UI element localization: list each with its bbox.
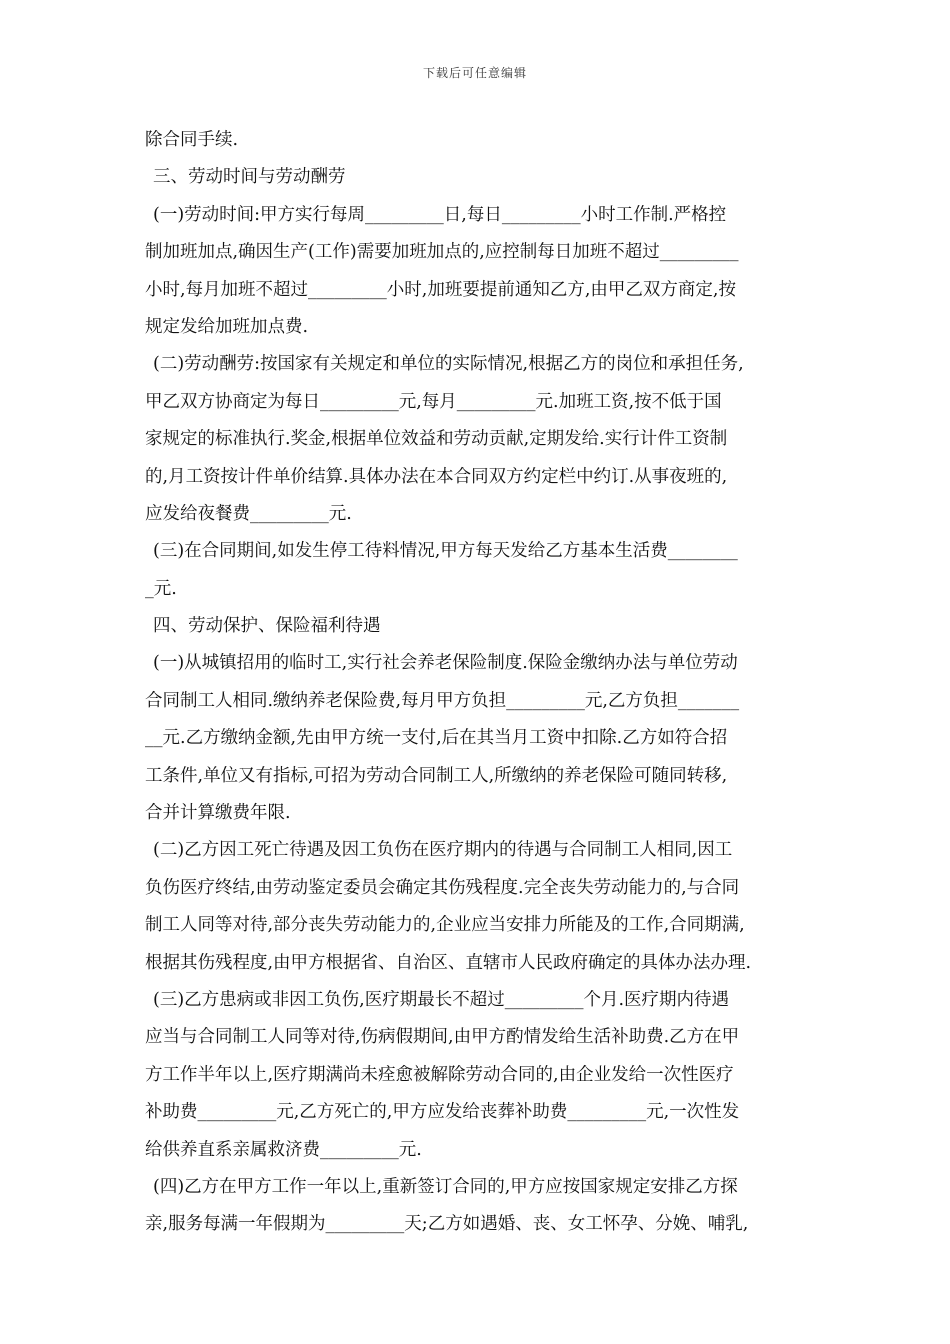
text-line: 应当与合同制工人同等对待,伤病假期间,由甲方酌情发给生活补助费.乙方在甲 (145, 1027, 740, 1048)
text-line: 根据其伤残程度,由甲方根据省、自治区、直辖市人民政府确定的具体办法办理. (145, 952, 752, 973)
text-line: 制加班加点,确因生产(工作)需要加班加点的,应控制每日加班不超过_________ (145, 242, 739, 263)
text-line: (三)乙方患病或非因工负伤,医疗期最长不超过_________个月.医疗期内待遇 (153, 989, 730, 1010)
text-line: 应发给夜餐费_________元. (145, 503, 352, 524)
text-line: 小时,每月加班不超过_________小时,加班要提前通知乙方,由甲乙双方商定,按 (145, 279, 736, 300)
text-line: __元.乙方缴纳金额,先由甲方统一支付,后在其当月工资中扣除.乙方如符合招 (145, 728, 728, 749)
section-heading: 三、劳动时间与劳动酬劳 (153, 167, 346, 188)
text-line: 工条件,单位又有指标,可招为劳动合同制工人,所缴纳的养老保险可随同转移, (145, 765, 728, 786)
text-line: 甲乙双方协商定为每日_________元,每月_________元.加班工资,按不低于国 (145, 391, 722, 412)
text-line: 的,月工资按计件单价结算.具体办法在本合同双方约定栏中约订.从事夜班的, (145, 466, 728, 487)
text-line: 给供养直系亲属救济费_________元. (145, 1139, 422, 1160)
text-line: _元. (145, 578, 177, 599)
text-line: 亲,服务每满一年假期为_________天;乙方如遇婚、丧、女工怀孕、分娩、哺乳, (145, 1214, 749, 1235)
text-line: (一)从城镇招用的临时工,实行社会养老保险制度.保险金缴纳办法与单位劳动 (153, 653, 738, 674)
text-line: 补助费_________元,乙方死亡的,甲方应发给丧葬补助费_________元,一次性发 (145, 1102, 740, 1123)
text-line: (四)乙方在甲方工作一年以上,重新签订合同的,甲方应按国家规定安排乙方探 (153, 1176, 738, 1197)
text-line: (二)劳动酬劳:按国家有关规定和单位的实际情况,根据乙方的岗位和承担任务, (153, 354, 744, 375)
text-line: 除合同手续. (145, 130, 239, 150)
page-header: 下载后可任意编辑 (422, 66, 527, 80)
text-line: 规定发给加班加点费. (145, 316, 309, 337)
text-line: 方工作半年以上,医疗期满尚未痊愈被解除劳动合同的,由企业发给一次性医疗 (145, 1064, 734, 1085)
text-line: 合并计算缴费年限. (145, 803, 291, 824)
section-heading: 四、劳动保护、保险福利待遇 (153, 616, 381, 637)
text-line: 家规定的标准执行.奖金,根据单位效益和劳动贡献,定期发给.实行计件工资制 (145, 429, 728, 450)
text-line: 负伤医疗终结,由劳动鉴定委员会确定其伤残程度.完全丧失劳动能力的,与合同 (145, 877, 740, 898)
text-line: 合同制工人相同.缴纳养老保险费,每月甲方负担_________元,乙方负担_______ (145, 690, 740, 711)
text-line: (一)劳动时间:甲方实行每周_________日,每日_________小时工作制.严格控 (153, 204, 727, 225)
text-line: (二)乙方因工死亡待遇及因工负伤在医疗期内的待遇与合同制工人相同,因工 (153, 840, 733, 861)
document-body (145, 122, 810, 1244)
text-line: (三)在合同期间,如发生停工待料情况,甲方每天发给乙方基本生活费________ (153, 541, 738, 562)
text-line: 制工人同等对待,部分丧失劳动能力的,企业应当安排力所能及的工作,合同期满, (145, 915, 745, 936)
